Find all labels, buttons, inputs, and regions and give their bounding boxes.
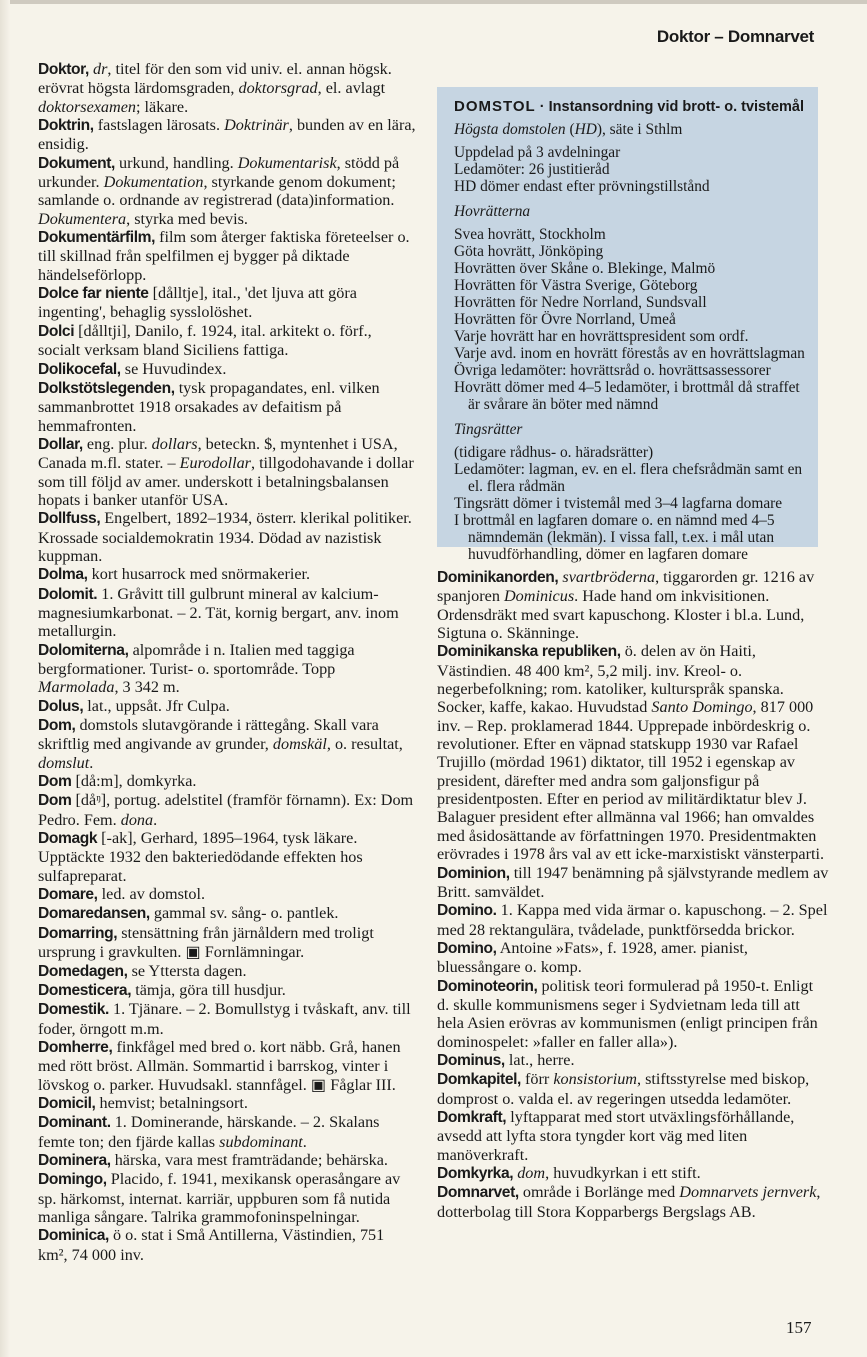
box-title xyxy=(454,99,808,115)
headword: Dolikocefal, xyxy=(38,360,121,378)
headword: Dominera, xyxy=(38,1151,111,1169)
italic-text: Dominicus xyxy=(503,587,575,606)
section-item: Uppdelad på 3 avdelningar xyxy=(454,144,621,161)
entry-text: lyftapparat med stort utväxlingsförhållande, avsedd att lyfta stora tyngder kort väg med liten manöverkraft. xyxy=(437,1107,795,1164)
section-item: Varje avd. inom en hovrätt förestås av en hovrättslagman xyxy=(454,345,805,362)
entry-text: se Yttersta dagen. xyxy=(127,961,247,980)
dictionary-entry xyxy=(38,697,416,716)
section-item: Hovrätten för Västra Sverige, Göteborg xyxy=(454,277,698,294)
entry-text: , stödd på urkunder. xyxy=(38,153,400,192)
section-item: Svea hovrätt, Stockholm xyxy=(454,226,606,243)
entry-text: gammal sv. sång- o. pantlek. xyxy=(149,904,339,923)
entry-text: finkfågel med bred o. kort näbb. Grå, hanen med rött bröst. Allmän. Sommartid i barrskog, vinter i lövskog o. parker. Huvudsakl. stannfågel. ▣ Fåglar III. xyxy=(38,1037,401,1094)
entry-text: 1. Kappa med vida ärmar o. kapuschong. – 2. Spel med 28 rektangulära, tvådelade, punktförsedda brickor. xyxy=(437,901,828,939)
headword: Dolomiterna, xyxy=(38,641,129,659)
entry-text: fastslagen lärosats. xyxy=(93,116,225,135)
entry-text: 1. Tjänare. – 2. Bomullstyg i tvåskaft, anv. till foder, örngott m.m. xyxy=(38,1000,411,1038)
headword: Domino. xyxy=(437,902,497,920)
dictionary-entry xyxy=(437,568,829,642)
entry-text: område i Borlänge med xyxy=(518,1183,680,1202)
headword: Domingo, xyxy=(38,1171,107,1189)
headword: Doktor, xyxy=(38,61,89,78)
headword: Dolkstötslegenden, xyxy=(38,379,175,397)
entry-text: , o. resultat, xyxy=(326,735,403,754)
dictionary-entry xyxy=(437,1108,829,1164)
entry-text: tämja, göra till husdjur. xyxy=(131,980,286,999)
italic-text: Dokumentarisk xyxy=(237,153,337,172)
italic-text: domskäl xyxy=(272,735,327,754)
scan-edge xyxy=(0,0,867,4)
headword: Domicil, xyxy=(38,1094,96,1112)
headword: Domagk xyxy=(38,830,98,848)
entry-text: kort husarrock med snörmakerier. xyxy=(87,565,311,584)
court-section xyxy=(454,203,808,413)
headword: Domkyrka, xyxy=(437,1165,514,1182)
headword: Domnarvet, xyxy=(437,1184,519,1202)
entry-text: stensättning från järnåldern med troligt ursprung i gravkulten. ▣ Fornlämningar. xyxy=(38,923,374,962)
headword: Dolci xyxy=(38,322,75,340)
section-item: Övriga ledamöter: hovrättsråd o. hovrättsassessorer xyxy=(454,362,771,379)
dictionary-entry xyxy=(38,60,416,116)
dictionary-entry xyxy=(38,1038,416,1094)
entry-text: ), säte i Sthlm xyxy=(596,121,683,138)
headword: Dom xyxy=(38,773,72,791)
headword: Dokumentärfilm, xyxy=(38,229,156,247)
headword: Dom, xyxy=(38,717,76,735)
headword: Dolus, xyxy=(38,697,84,715)
dictionary-entry xyxy=(38,1170,416,1226)
entry-text: . xyxy=(89,753,94,772)
dictionary-entry xyxy=(38,1226,416,1264)
section-item: Hovrätten för Övre Norrland, Umeå xyxy=(454,311,676,328)
dictionary-entry xyxy=(437,642,829,863)
headword: Domestik. xyxy=(38,1001,109,1019)
entry-text: , beteckn. $, myntenhet i USA, Canada m.fl. stater. – xyxy=(38,434,398,473)
dictionary-entry xyxy=(38,1113,416,1151)
left-column xyxy=(38,60,416,1264)
entry-text: lat., uppsåt. Jfr Culpa. xyxy=(83,696,230,715)
headword: Dollar, xyxy=(38,435,83,453)
right-column xyxy=(437,568,829,1221)
entry-text: [-ak], Gerhard, 1895–1964, tysk läkare. Upptäckte 1932 den bakteriedödande effekten hos sulfapreparat. xyxy=(38,829,363,885)
box-title-separator: · xyxy=(535,99,549,115)
italic-text: Tingsrätter xyxy=(454,421,523,438)
headword: Domedagen, xyxy=(38,962,128,980)
headword: Dolomit. xyxy=(38,585,98,603)
entry-text: , 817 000 inv. – Rep. proklamerad 1844. Upprepade inbördeskrig o. revolutioner. Efter en väpnad statskupp 1930 var Rafael Trujillo (mördad 1961) diktator, till 1952 i egenskap av president, därefter med andra som galjonsfigur på presidentposten. Efter en period av militärdiktatur blev J. Balaguer president efter allmänna val 1966; han omvaldes med åsidosättande av författningen 1970. Presidentmakten erövrades i 1978 års val av ett icke-marxistiskt vänsterparti. xyxy=(437,698,825,864)
dictionary-entry xyxy=(437,1183,829,1221)
dictionary-entry xyxy=(38,772,416,791)
section-heading xyxy=(454,203,808,220)
headword: Domaredansen, xyxy=(38,905,150,923)
italic-text: dollars xyxy=(151,434,198,453)
entry-text: politisk teori formulerad på 1950-t. Enligt d. skulle kommunismens seger i Sydvietnam leda till att hela Asien erövras av kommunismen (enligt principen från dominospelet: »faller en faller alla»). xyxy=(437,976,818,1051)
dictionary-entry xyxy=(38,716,416,772)
entry-text: härska, vara mest framträdande; behärska. xyxy=(110,1150,388,1169)
italic-text: Doktrinär xyxy=(224,116,289,135)
headword: Dominus, xyxy=(437,1051,505,1069)
headword: Domarring, xyxy=(38,924,118,942)
dictionary-entry xyxy=(38,360,416,379)
page-gutter-shadow xyxy=(0,0,10,1357)
entry-text: ö. delen av ön Haiti, Västindien. 48 400 km², 5,2 milj. inv. Kreol- o. negerbefolkning; rom. katoliker, kulturspråk spanska. Socker, kaffe, kakao. Huvudstad xyxy=(437,642,784,717)
entry-text: 1. Gråvitt till gulbrunt mineral av kalcium-magnesiumkarbonat. – 2. Tät, kornig bergart, anv. inom metallurgin. xyxy=(38,584,399,641)
headword: Dominikanska republiken, xyxy=(437,643,621,661)
entry-text: se Huvudindex. xyxy=(120,359,227,378)
section-item: HD dömer endast efter prövningstillstånd xyxy=(454,178,710,195)
entry-text: eng. plur. xyxy=(82,434,152,453)
section-item: Ledamöter: 26 justitieråd xyxy=(454,161,610,178)
section-item: Hovrätten för Nedre Norrland, Sundsvall xyxy=(454,294,707,311)
dictionary-entry xyxy=(38,284,416,322)
headword: Domherre, xyxy=(38,1038,113,1056)
entry-text: Placido, f. 1941, mexikansk operasångare av sp. härkomst, internat. karriär, uppburen som få nutida manliga sångare. Talrika grammofoninspelningar. xyxy=(38,1170,401,1226)
dictionary-entry xyxy=(437,1164,829,1183)
italic-text: svartbröderna xyxy=(562,568,656,586)
section-item: Varje hovrätt har en hovrättspresident som ordf. xyxy=(454,328,749,345)
italic-text: HD xyxy=(574,121,597,138)
entry-text: , huvudkyrkan i ett stift. xyxy=(545,1164,701,1182)
italic-text: doktorsgrad xyxy=(238,79,318,98)
dictionary-entry xyxy=(38,981,416,1000)
entry-text: . xyxy=(153,810,158,829)
headword: Doktrin, xyxy=(38,117,94,135)
headword: Domino, xyxy=(437,939,497,957)
entry-text: , bunden av en lära, ensidig. xyxy=(38,116,416,154)
dictionary-entry xyxy=(38,322,416,360)
headword: Dominica, xyxy=(38,1227,109,1245)
dictionary-entry xyxy=(38,641,416,697)
entry-text: ( xyxy=(565,121,575,138)
entry-text: tysk propagandates, enl. vilken sammanbrottet 1918 orsakades av defaitism på hemmafronten. xyxy=(38,378,380,435)
dictionary-entry xyxy=(437,864,829,902)
italic-text: Hovrätterna xyxy=(454,203,531,220)
section-item: Ledamöter: lagman, ev. en el. flera chefsrådmän samt en el. flera rådmän xyxy=(454,461,803,495)
entry-text: urkund, handling. xyxy=(114,153,238,172)
entry-text: till 1947 benämning på självstyrande medlem av Britt. samväldet. xyxy=(437,863,829,901)
italic-text: dona xyxy=(120,810,154,829)
entry-text: 1. Dominerande, härskande. – 2. Skalans femte ton; den fjärde kallas xyxy=(38,1113,380,1151)
section-item: Hovrätten över Skåne o. Blekinge, Malmö xyxy=(454,260,716,277)
italic-text: Domnarvets jernverk xyxy=(679,1183,817,1202)
entry-text: alpområde i n. Italien med taggiga bergformationer. Turist- o. sportområde. Topp xyxy=(38,640,355,678)
dictionary-entry xyxy=(38,962,416,981)
entry-text: , dotterbolag till Stora Kopparbergs Bergslags AB. xyxy=(437,1183,821,1221)
headword: Domkapitel, xyxy=(437,1071,521,1089)
entry-text: led. av domstol. xyxy=(97,885,206,904)
court-section xyxy=(454,421,808,563)
italic-text: Eurodollar xyxy=(179,454,251,473)
running-head: Doktor – Domnarvet xyxy=(656,27,814,46)
section-heading xyxy=(454,121,808,138)
entry-text: domstols slutavgörande i rättegång. Skall vara skriftlig med angivande av grunder, xyxy=(38,716,379,754)
entry-text: . xyxy=(302,1132,307,1151)
italic-text: Marmolada xyxy=(38,678,115,697)
entry-text: . Hade hand om inkvisitionen. Ordensdräkt med svart kapuschong. Kloster i bl.a. Lund, Sigtuna o. Skänninge. xyxy=(437,587,805,643)
page-number: 157 xyxy=(786,1318,812,1337)
headword: Dominoteorin, xyxy=(437,977,538,995)
dictionary-entry xyxy=(437,901,829,939)
dictionary-entry xyxy=(38,829,416,885)
entry-text: Antoine »Fats», f. 1928, amer. pianist, bluessångare o. komp. xyxy=(437,938,748,977)
italic-text: konsistorium xyxy=(553,1070,638,1089)
italic-text: domslut xyxy=(38,753,90,772)
dictionary-entry xyxy=(38,885,416,904)
entry-text: , tiggarorden gr. 1216 av spanjoren xyxy=(437,568,815,606)
italic-text: doktorsexamen xyxy=(38,97,136,116)
headword: Dom xyxy=(38,792,72,810)
entry-text: [då:m], domkyrka. xyxy=(71,772,197,791)
entry-text: , styrkande genom dokument; samlande o. ordnande av registrerad (data)information. xyxy=(38,173,396,210)
entry-text: , tillgodohavande i dollar som till följd av amer. underskott i betalningsbalansen hopats i banker utanför USA. xyxy=(38,454,414,509)
section-item: (tidigare rådhus- o. häradsrätter) xyxy=(454,444,654,461)
box-title-main: DOMSTOL xyxy=(454,98,536,115)
section-item: Tingsrätt dömer i tvistemål med 3–4 lagfarna domare xyxy=(454,495,783,512)
entry-text: ; läkare. xyxy=(136,97,189,116)
section-item: Hovrätt dömer med 4–5 ledamöter, i brottmål då straffet är svårare än böter med nämnd xyxy=(454,379,800,413)
italic-text: Högsta domstolen xyxy=(454,121,566,138)
entry-text: , el. avlagt xyxy=(317,79,386,98)
court-section xyxy=(454,121,808,195)
headword: Domesticera, xyxy=(38,981,132,999)
dictionary-entry xyxy=(38,565,416,584)
italic-text: Dokumentera xyxy=(38,209,127,228)
headword: Dominant. xyxy=(38,1114,111,1132)
dictionary-entry xyxy=(38,509,416,565)
entry-text: , styrka med bevis. xyxy=(126,209,248,228)
dictionary-entry xyxy=(437,1051,829,1070)
entry-text: [dålltji], Danilo, f. 1924, ital. arkitekt o. förf., socialt verksam bland Siciliens fattiga. xyxy=(38,321,372,360)
dictionary-entry xyxy=(38,116,416,154)
entry-text: [dåᵑ], portug. adelstitel (framför förnamn). Ex: Dom Pedro. Fem. xyxy=(38,791,414,829)
box-subtitle: Instansordning vid brott- o. tvistemål xyxy=(548,99,805,115)
italic-text: Santo Domingo xyxy=(651,698,753,717)
entry-text: Engelbert, 1892–1934, österr. klerikal politiker. Krossade socialdemokratin 1934. Dödad av nazistisk kuppman. xyxy=(38,509,412,565)
headword: Dominion, xyxy=(437,864,510,882)
section-item: I brottmål en lagfaren domare o. en nämnd med 4–5 nämndemän (lekmän). I vissa fall, t.ex. i mål utan huvudförhandling, dömer en lagfaren domare xyxy=(454,512,775,563)
dictionary-entry xyxy=(38,791,416,829)
dictionary-entry xyxy=(38,1151,416,1170)
entry-text: förr xyxy=(521,1070,554,1089)
dictionary-entry xyxy=(38,154,416,228)
entry-text: ö o. stat i Små Antillerna, Västindien, 751 km², 74 000 inv. xyxy=(38,1226,385,1264)
headword: Dokument, xyxy=(38,154,115,172)
entry-text: , titel för den som vid univ. el. annan högsk. erövrat högsta lärdomsgraden, xyxy=(38,60,392,98)
entry-text: lat., herre. xyxy=(504,1050,575,1069)
dictionary-entry xyxy=(38,585,416,641)
section-item: Göta hovrätt, Jönköping xyxy=(454,243,604,260)
headword: Dominikanorden, xyxy=(437,569,559,586)
entry-text: film som återger faktiska företeelser o. till skillnad från spelfilmen ej bygger på diktade händelseförlopp. xyxy=(38,228,410,284)
dictionary-entry xyxy=(437,1070,829,1108)
headword: Dollfuss, xyxy=(38,510,101,528)
italic-text: Dokumentation xyxy=(103,173,204,192)
entry-text: , 3 342 m. xyxy=(114,678,180,697)
domstol-info-box xyxy=(437,87,818,563)
headword: Dolce far niente xyxy=(38,285,149,303)
dictionary-entry xyxy=(38,1094,416,1113)
entry-text: , stiftsstyrelse med biskop, domprost o. valda el. av regeringen utsedda ledamöter. xyxy=(437,1070,810,1108)
dictionary-entry xyxy=(38,379,416,435)
dictionary-entry xyxy=(38,1000,416,1038)
dictionary-entry xyxy=(38,904,416,923)
dictionary-entry xyxy=(437,939,829,977)
dictionary-entry xyxy=(38,228,416,284)
dictionary-entry xyxy=(437,977,829,1051)
italic-text: dr xyxy=(92,60,108,78)
entry-text: [dålltje], ital., 'det ljuva att göra ingenting', behaglig sysslolöshet. xyxy=(38,284,357,322)
headword: Domare, xyxy=(38,886,98,904)
dictionary-entry xyxy=(38,435,416,509)
headword: Dolma, xyxy=(38,566,88,584)
dictionary-entry xyxy=(38,924,416,962)
box-sections xyxy=(454,121,808,563)
entry-text: hemvist; betalningsort. xyxy=(95,1093,248,1112)
italic-text: dom xyxy=(517,1164,546,1182)
headword: Domkraft, xyxy=(437,1108,507,1126)
italic-text: subdominant xyxy=(219,1132,303,1151)
section-heading xyxy=(454,421,808,438)
